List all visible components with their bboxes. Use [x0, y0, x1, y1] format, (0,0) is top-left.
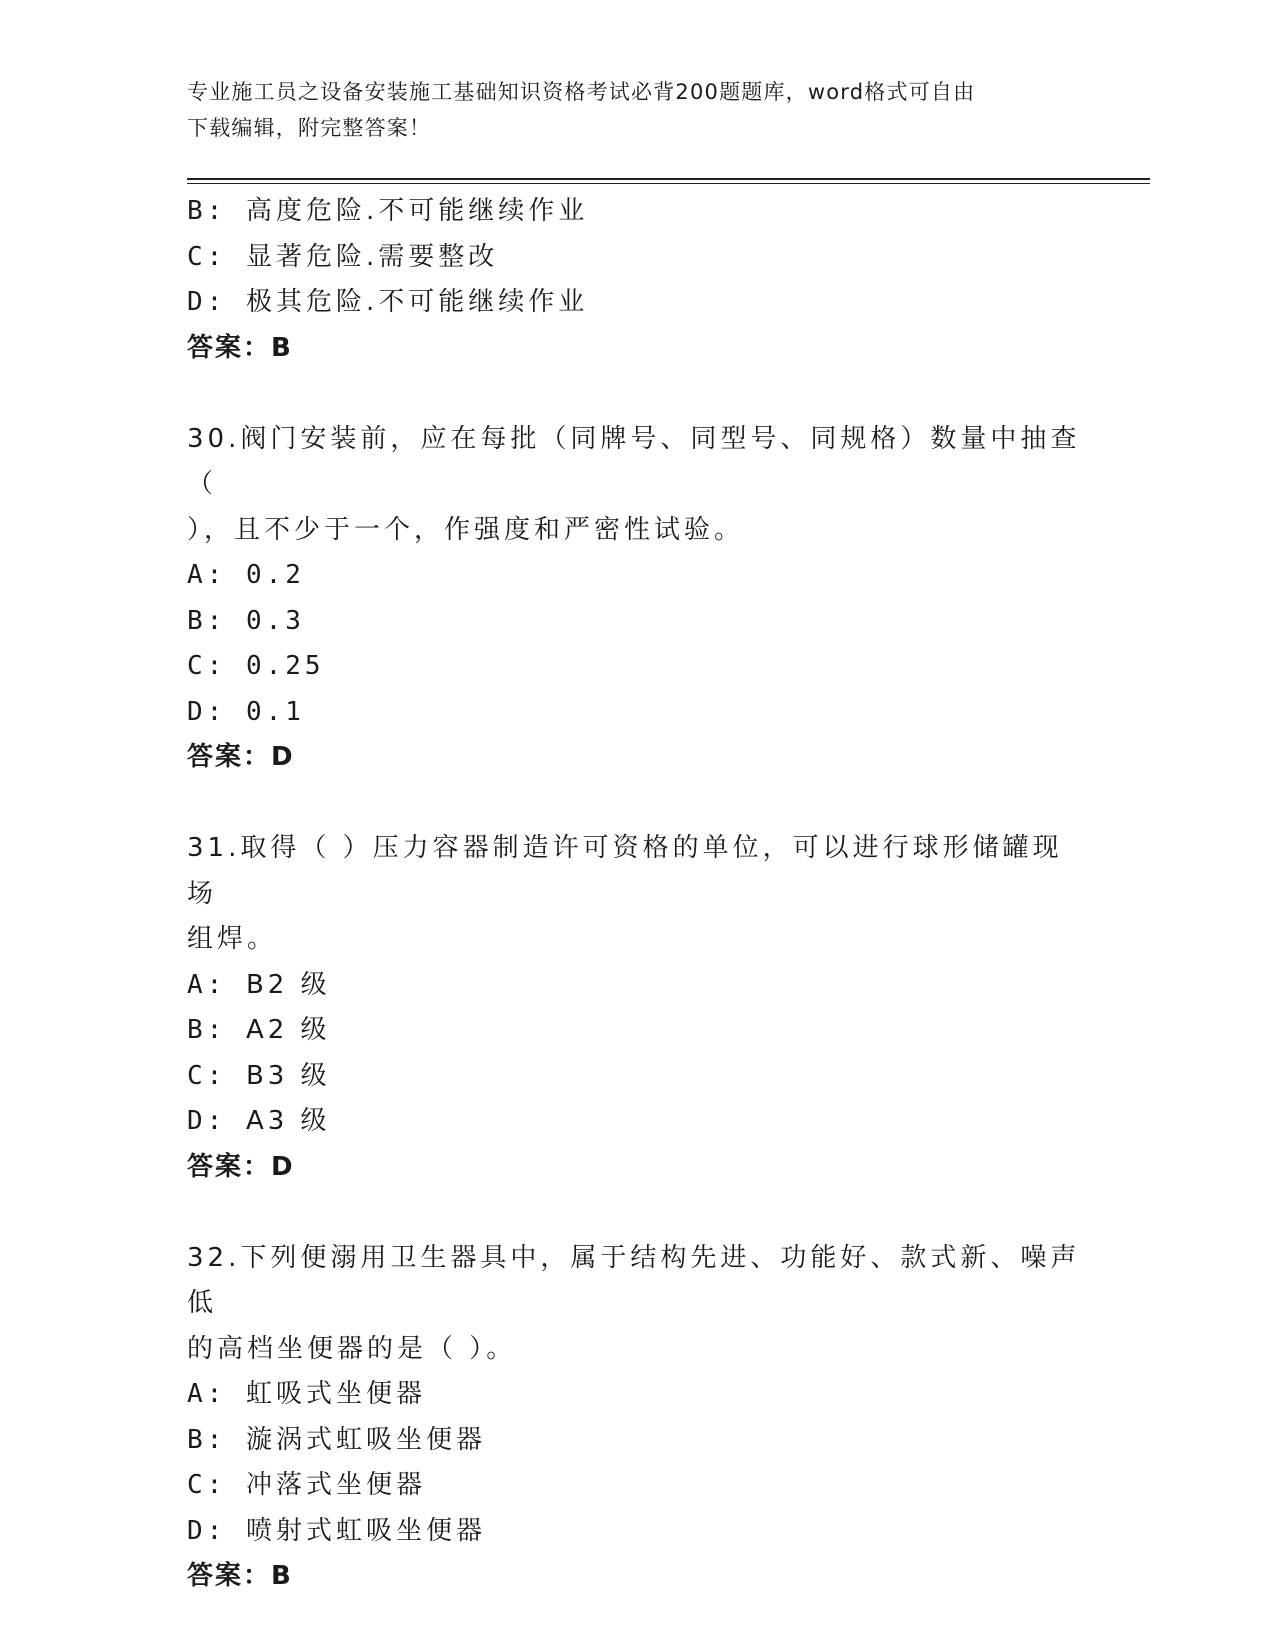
header-line-1: 专业施工员之设备安装施工基础知识资格考试必背200题题库，word格式可自由: [187, 80, 976, 104]
option-line: [187, 1418, 1087, 1464]
option-text: A2 级: [245, 1015, 331, 1045]
question-stem-line-2: 的高档坐便器的是（ ）。: [187, 1333, 517, 1364]
option-text: 0.1: [245, 696, 305, 727]
option-label: A:: [187, 1379, 227, 1409]
option-label: B:: [187, 1424, 227, 1455]
option-label: C:: [187, 1060, 227, 1091]
option-text: B2 级: [245, 969, 331, 1000]
question-stem-line-2: 组焊。: [187, 924, 278, 954]
option-line: [187, 1509, 1087, 1555]
option-line: [187, 1099, 1087, 1145]
option-line: [187, 280, 1087, 326]
option-label: D:: [187, 1106, 227, 1136]
option-text: 0.2: [245, 560, 305, 590]
option-label: D:: [187, 287, 227, 317]
option-line: [187, 189, 1087, 235]
question-content: [187, 189, 1087, 1600]
document-header: [187, 74, 1067, 146]
answer-line: 答案：B: [187, 332, 293, 363]
option-text: 高度危险.不可能继续作业: [245, 196, 589, 226]
option-text: 漩涡式虹吸坐便器: [245, 1424, 486, 1455]
option-text: B3 级: [245, 1060, 331, 1091]
option-line: [187, 690, 1087, 736]
option-line: [187, 553, 1087, 599]
header-line-2: 下载编辑，附完整答案！: [187, 116, 432, 140]
option-label: D:: [187, 1515, 227, 1546]
answer-line: 答案：D: [187, 742, 295, 772]
option-text: 喷射式虹吸坐便器: [245, 1515, 486, 1546]
option-label: B:: [187, 196, 227, 226]
question-block-30: [187, 417, 1087, 781]
option-label: B:: [187, 1015, 227, 1045]
option-line: [187, 644, 1087, 690]
option-text: 冲落式坐便器: [245, 1470, 426, 1500]
option-line: [187, 1463, 1087, 1509]
prev-question-block: [187, 189, 1087, 371]
option-text: 虹吸式坐便器: [245, 1379, 426, 1409]
option-line: [187, 1054, 1087, 1100]
question-stem-line-1: 31.取得（ ）压力容器制造许可资格的单位，可以进行球形储罐现场: [187, 833, 1063, 909]
header-divider-thick: [187, 178, 1150, 180]
question-stem-line-1: 30.阀门安装前，应在每批（同牌号、同型号、同规格）数量中抽查（: [187, 423, 1081, 499]
option-line: [187, 1008, 1087, 1054]
option-label: C:: [187, 651, 227, 681]
spacer: [187, 1190, 1087, 1236]
question-stem-line-2: ），且不少于一个，作强度和严密性试验。: [187, 514, 745, 545]
question-stem-line-1: 32.下列便溺用卫生器具中，属于结构先进、功能好、款式新、噪声低: [187, 1242, 1081, 1318]
option-text: 极其危险.不可能继续作业: [245, 287, 589, 317]
spacer: [187, 371, 1087, 417]
question-block-32: [187, 1236, 1087, 1600]
option-text: 显著危险.需要整改: [245, 241, 499, 272]
option-label: A:: [187, 560, 227, 590]
option-text: A3 级: [245, 1106, 331, 1136]
option-text: 0.3: [245, 605, 305, 636]
option-label: D:: [187, 696, 227, 727]
option-label: C:: [187, 241, 227, 272]
question-block-31: [187, 826, 1087, 1190]
answer-line: 答案：D: [187, 1151, 295, 1182]
option-line: [187, 1372, 1087, 1418]
option-line: [187, 963, 1087, 1009]
option-label: B:: [187, 605, 227, 636]
option-text: 0.25: [245, 651, 325, 681]
option-line: [187, 235, 1087, 281]
spacer: [187, 781, 1087, 827]
answer-line: 答案：B: [187, 1561, 293, 1591]
header-divider-thin: [187, 183, 1150, 184]
option-label: A:: [187, 969, 227, 1000]
option-label: C:: [187, 1470, 227, 1500]
option-line: [187, 599, 1087, 645]
